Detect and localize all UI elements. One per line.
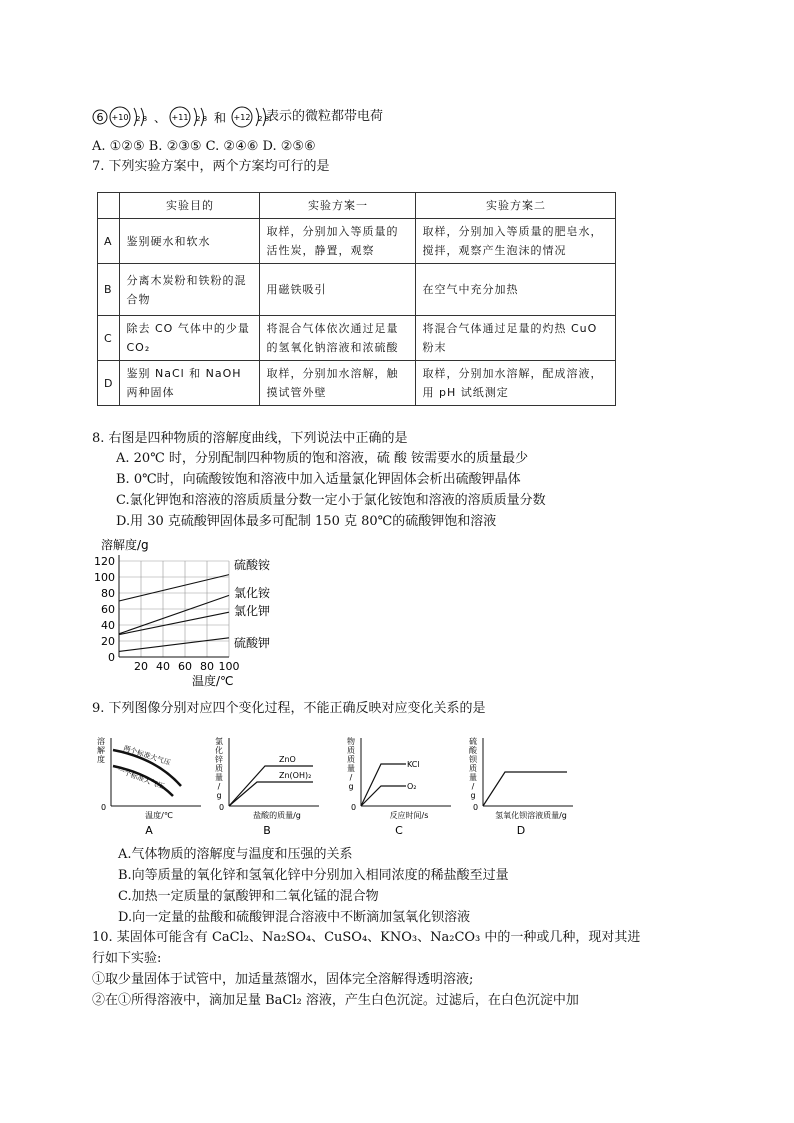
q7-row-b: [98, 264, 616, 316]
q7-plan1: 用磁铁吸引: [260, 264, 416, 316]
graph-letter: A: [145, 824, 153, 837]
q7-table-wrap: [97, 192, 616, 406]
q7-plan2: 取样，分别加水溶解，配成溶液，用 pH 试纸测定: [416, 361, 616, 406]
atom3-shells-text: 2 8: [258, 115, 270, 123]
x-tick-label: 100: [218, 660, 240, 673]
atom-diagrams: [92, 104, 282, 130]
y-tick-label: 40: [101, 619, 115, 632]
curve-label: 两个标准大气压: [122, 744, 172, 768]
y-label-char: /: [217, 782, 221, 791]
y-label-char: 质: [347, 755, 355, 764]
q7-row-key: A: [98, 219, 120, 264]
q7-row-d: [98, 361, 616, 406]
curve-label: Zn(OH)₂: [279, 771, 312, 780]
y-label-char: 质: [215, 764, 223, 773]
curve-o2: [361, 786, 406, 806]
y-label-char: g: [348, 782, 354, 791]
q8-option-c: C.氯化钾饱和溶液的溶质质量分数一定小于氯化铵饱和溶液的溶质质量分数: [116, 493, 546, 508]
q9-stem: 9. 下列图像分别对应四个变化过程，不能正确反映对应变化关系的是: [92, 701, 486, 716]
y-label-char: 钡: [469, 755, 477, 764]
series-label: 氯化钾: [234, 604, 271, 618]
q7-plan2: 将混合气体通过足量的灼热 CuO 粉末: [416, 316, 616, 361]
q6-tail-text: 表示的微粒都带电荷: [266, 109, 384, 124]
q7-row-key: B: [98, 264, 120, 316]
q9-graph-a: [97, 736, 201, 837]
y-tick-label: 60: [101, 603, 115, 616]
q7-table: [97, 192, 616, 406]
curve-znoh2: [229, 782, 313, 806]
marker-six-text: 6: [96, 111, 104, 124]
atom3-nucleus-text: +12: [233, 113, 251, 122]
curve-label: 一个标准大气压: [116, 766, 166, 791]
q6-options: A. ①②⑤ B. ②③⑤ C. ②④⑥ D. ②⑤⑥: [92, 139, 316, 154]
q7-header-cell: 实验方案一: [260, 193, 416, 219]
y-label-char: 质: [469, 764, 477, 773]
x-tick-label: 60: [178, 660, 192, 673]
origin-label: 0: [351, 803, 357, 812]
chart-grid: [119, 561, 229, 657]
q8-stem: 8. 右图是四种物质的溶解度曲线，下列说法中正确的是: [92, 431, 408, 446]
q7-purpose: 鉴别 NaCl 和 NaOH 两种固体: [120, 361, 260, 406]
q7-header-cell: 实验目的: [120, 193, 260, 219]
y-label-char: 锌: [215, 755, 223, 764]
q7-plan1: 将混合气体依次通过足量的氢氧化钠溶液和浓硫酸: [260, 316, 416, 361]
y-label-char: 化: [215, 746, 223, 755]
curve-baso4: [483, 772, 567, 806]
q7-header-row: [98, 193, 616, 219]
y-axis-title: 溶解度/g: [101, 538, 149, 552]
solubility-chart: [94, 535, 282, 690]
atom2-shells-text: 2 8: [196, 115, 208, 123]
x-axis-label: 反应时间/s: [389, 811, 429, 820]
atom2-nucleus-text: +11: [171, 113, 189, 122]
y-label-char: 溶: [97, 737, 105, 746]
q8-option-d: D.用 30 克硫酸钾固体最多可配制 150 克 80℃的硫酸钾饱和溶液: [116, 514, 497, 529]
q9-graph-c: [347, 736, 451, 837]
y-tick-label: 0: [108, 651, 115, 664]
y-label-char: g: [216, 791, 222, 800]
q8-option-b: B. 0℃时，向硫酸铵饱和溶液中加入适量氯化钾固体会析出硫酸钾晶体: [116, 472, 521, 487]
q7-purpose: 鉴别硬水和软水: [120, 219, 260, 264]
y-label-char: /: [471, 782, 475, 791]
series-line: [119, 612, 229, 634]
y-tick-label: 80: [101, 587, 115, 600]
y-tick-label: 120: [94, 555, 115, 568]
series-label: 硫酸钾: [234, 636, 271, 650]
y-label-char: 质: [347, 746, 355, 755]
y-label-char: 量: [347, 764, 355, 773]
q7-purpose: 分离木炭粉和铁粉的混合物: [120, 264, 260, 316]
q8-option-a: A. 20℃ 时，分别配制四种物质的饱和溶液，硫 酸 铵需要水的质量最少: [116, 451, 529, 466]
y-label-char: 氯: [215, 737, 223, 746]
y-label-char: g: [470, 791, 476, 800]
q9-option-c: C.加热一定质量的氯酸钾和二氧化锰的混合物: [118, 889, 379, 904]
origin-label: 0: [219, 803, 225, 812]
series-line: [119, 595, 229, 633]
q7-header-cell: [98, 193, 120, 219]
q9-option-b: B.向等质量的氧化锌和氢氧化锌中分别加入相同浓度的稀盐酸至过量: [118, 868, 509, 883]
y-label-char: 量: [469, 773, 477, 782]
curve-label: O₂: [407, 782, 417, 791]
q7-row-key: D: [98, 361, 120, 406]
q7-plan1: 取样，分别加入等质量的活性炭，静置，观察: [260, 219, 416, 264]
y-label-char: 度: [97, 755, 105, 764]
series-label: 硫酸铵: [234, 558, 271, 572]
y-label-char: 硫: [469, 737, 477, 746]
q7-row-a: [98, 219, 616, 264]
q7-row-key: C: [98, 316, 120, 361]
q10-line3: ①取少量固体于试管中，加适量蒸馏水，固体完全溶解得透明溶液;: [92, 972, 474, 987]
q9-graph-b: [215, 736, 319, 837]
y-label-char: /: [349, 773, 353, 782]
q7-plan1: 取样，分别加水溶解，触摸试管外壁: [260, 361, 416, 406]
x-axis-label: 盐酸的质量/g: [253, 811, 301, 820]
q9-graphs: [95, 730, 580, 840]
graph-letter: D: [516, 824, 526, 837]
x-tick-label: 40: [156, 660, 170, 673]
q10-line4: ②在①所得溶液中，滴加足量 BaCl₂ 溶液，产生白色沉淀。过滤后，在白色沉淀中加: [92, 993, 579, 1008]
q10-line1: 10. 某固体可能含有 CaCl₂、Na₂SO₄、CuSO₄、KNO₃、Na₂CO₃ 中的一种或几种，现对其进: [92, 930, 641, 945]
graph-letter: B: [263, 824, 271, 837]
q7-stem: 7. 下列实验方案中，两个方案均可行的是: [92, 159, 330, 174]
x-tick-label: 80: [200, 660, 214, 673]
origin-label: 0: [473, 803, 479, 812]
atom1-nucleus-text: +10: [111, 113, 129, 122]
y-tick-label: 100: [94, 571, 115, 584]
y-label-char: 解: [97, 746, 105, 755]
y-label-char: 物: [347, 737, 355, 746]
sep-text: 、: [154, 111, 167, 125]
q7-row-c: [98, 316, 616, 361]
series-line: [119, 575, 229, 601]
y-label-char: 酸: [469, 746, 477, 755]
q9-option-a: A.气体物质的溶解度与温度和压强的关系: [118, 847, 353, 862]
origin-label: 0: [101, 803, 107, 812]
q7-header-cell: 实验方案二: [416, 193, 616, 219]
atom1-shells-text: 2 8: [136, 115, 148, 123]
chart-axes: [119, 555, 229, 657]
q9-option-d: D.向一定量的盐酸和硫酸钾混合溶液中不断滴加氢氧化钡溶液: [118, 910, 471, 925]
x-axis-title: 温度/℃: [192, 674, 234, 688]
series-line: [119, 638, 229, 652]
y-tick-label: 20: [101, 635, 115, 648]
curve-label: KCl: [407, 760, 420, 769]
x-axis-label: 氢氧化钡溶液质量/g: [495, 811, 567, 820]
q7-plan2: 在空气中充分加热: [416, 264, 616, 316]
curve-label: ZnO: [279, 755, 296, 764]
q7-purpose: 除去 CO 气体中的少量 CO₂: [120, 316, 260, 361]
x-axis-label: 温度/℃: [145, 811, 173, 820]
q9-graph-d: [469, 736, 573, 837]
q10-line2: 行如下实验:: [92, 951, 162, 966]
series-label: 氯化铵: [234, 586, 271, 600]
y-label-char: 量: [215, 773, 223, 782]
chart-series: [119, 575, 229, 652]
and-text: 和: [214, 111, 227, 125]
graph-letter: C: [395, 824, 403, 837]
x-tick-label: 20: [134, 660, 148, 673]
q7-plan2: 取样，分别加入等质量的肥皂水，搅拌，观察产生泡沫的情况: [416, 219, 616, 264]
